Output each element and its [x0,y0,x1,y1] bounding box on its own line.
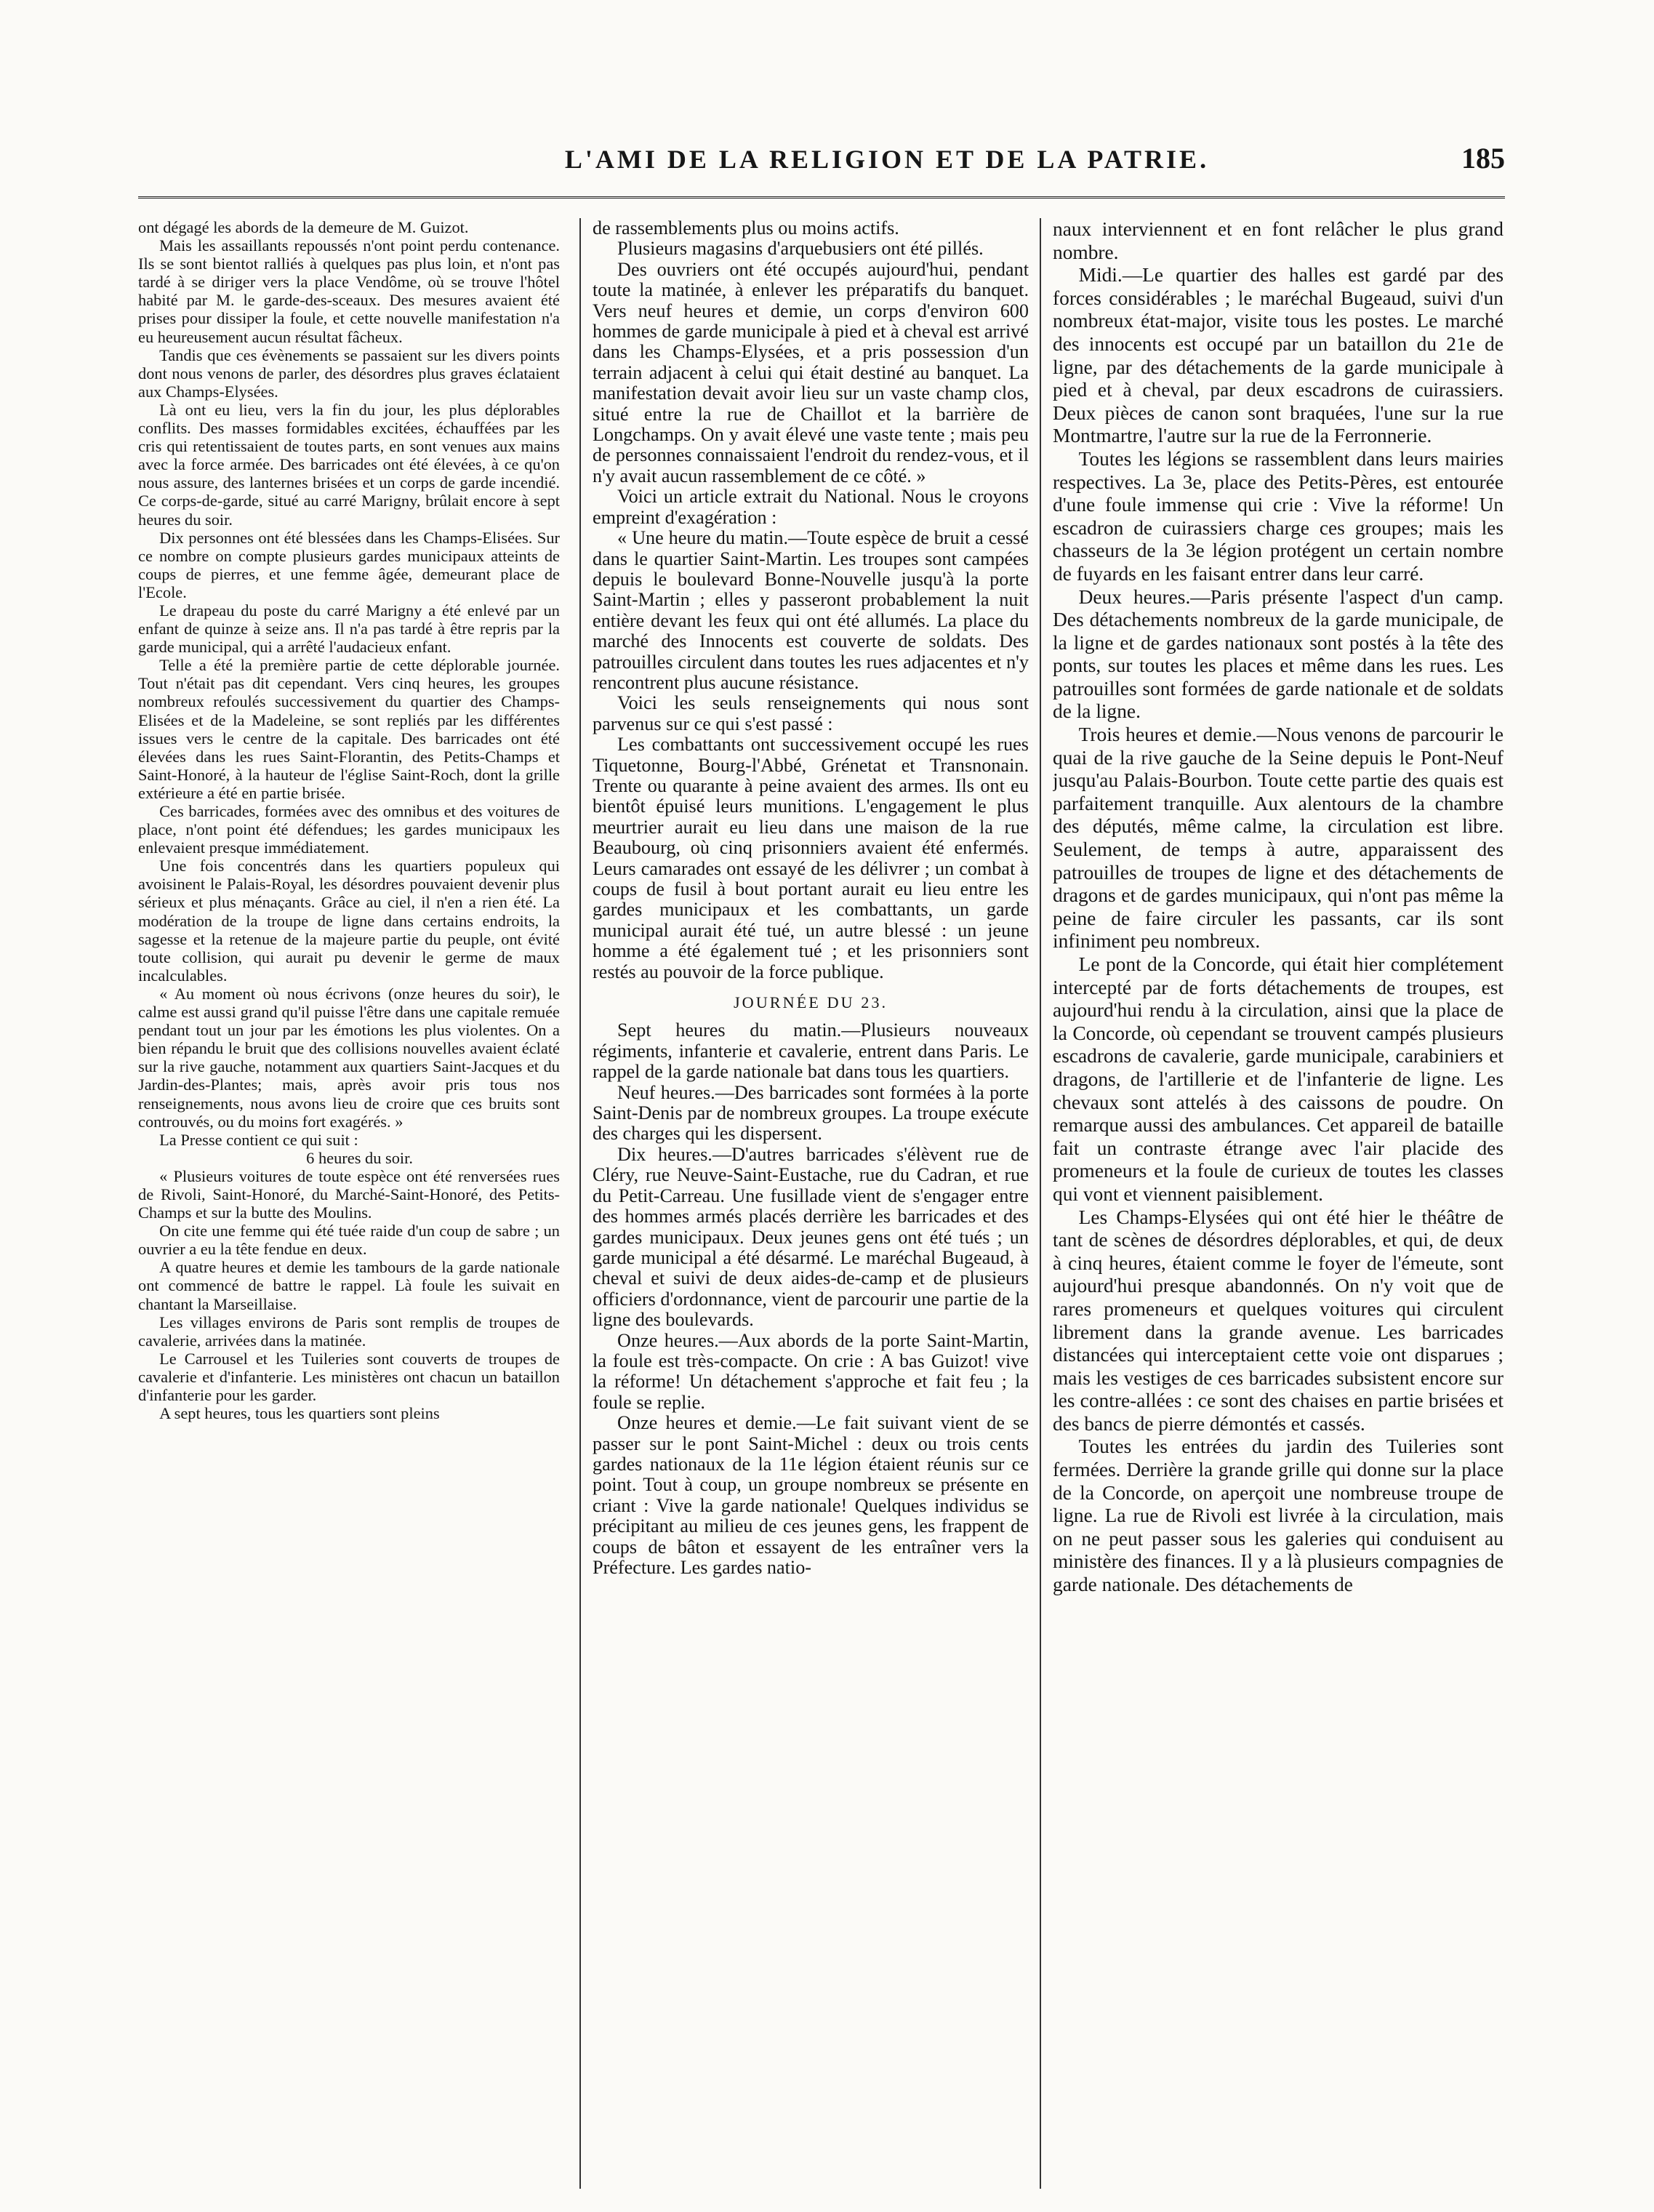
text-column-middle [593,218,1029,2196]
column-divider [579,218,581,2189]
paragraph: Une fois concentrés dans les quartiers populeux qui avoisinent le Palais-Royal, les désordres pouvaient devenir plus sérieux et plus ménaçants. Grâce au ciel, il n'en a rien été. La modération de la troupe de ligne dans certains endroits, la sagesse et la retenue de la majeure partie du peuple, ont évité toute collision, qui aurait pu devenir le germe de maux incalculables. [138,857,560,985]
paragraph: « Une heure du matin.—Toute espèce de bruit a cessé dans le quartier Saint-Martin. Les troupes sont campées depuis le boulevard Bonne-Nouvelle jusqu'à la porte Saint-Martin ; elles y passeront probablement la nuit entière devant les feux qui ont été allumés. La place du marché des Innocents est couverte de soldats. Des patrouilles circulent dans toutes les rues adjacentes et n'y rencontrent plus aucune résistance. [593,527,1029,693]
paragraph: A sept heures, tous les quartiers sont pleins [159,1404,440,1423]
paragraph: Dix personnes ont été blessées dans les Champs-Elisées. Sur ce nombre on compte plusieurs gardes municipaux atteints de coups de pierres, et une femme âgée, demeurant place de l'Ecole. [138,528,560,601]
column-divider [1040,218,1041,2189]
paragraph: « Plusieurs voitures de toute espèce ont été renversées rues de Rivoli, Saint-Honoré, du Marché-Saint-Honoré, des Petits-Champs et sur la butte des Moulins. [138,1166,560,1222]
paragraph: Des ouvriers ont été occupés aujourd'hui, pendant toute la matinée, à enlever les préparatifs du banquet. Vers neuf heures et demie, un corps d'environ 600 hommes de garde municipale à pied et à cheval est arrivé dans les Champs-Elysées, et a pris possession d'un terrain adjacent à celui qui était destiné au banquet. La manifestation devait avoir lieu sur un vaste champ clos, situé entre la rue de Chaillot et la barrière de Longchamps. On y avait élevé une vaste tente ; mais peu de personnes connaissaient l'endroit du rendez-vous, et il n'y avait aucun rassemblement de ce côté. » [593,258,1029,486]
paragraph: Toutes les entrées du jardin des Tuileries sont fermées. Derrière la grande grille qui donne sur la place de la Concorde, on aperçoit une nombreuse troupe de ligne. La rue de Rivoli est livrée à la circulation, mais on ne peut passer sous les galeries qui conduisent au ministère des finances. Il y a là plusieurs compagnies de garde nationale. Des détachements de [1053,1435,1504,1596]
paragraph: Onze heures.—Aux abords de la porte Saint-Martin, la foule est très-compacte. On crie : A bas Guizot! vive la réforme! Un détachement s'approche et fait feu ; la foule se replie. [593,1329,1029,1413]
paragraph: Telle a été la première partie de cette déplorable journée. Tout n'était pas dit cependant. Vers cinq heures, les groupes nombreux refoulés successivement du quartier des Champs-Elisées et de la Madeleine, se sont repliés par les différentes issues vers le centre de la capitale. Des barricades ont été élevées dans les rues Saint-Florantin, des Petits-Champs et Saint-Honoré, à la hauteur de l'église Saint-Roch, dont la grille extérieure a été en partie brisée. [138,656,560,802]
paragraph: Le Carrousel et les Tuileries sont couverts de troupes de cavalerie et d'infanterie. Les ministères ont chacun un bataillon d'infanterie pour les garder. [138,1349,560,1404]
page-number: 185 [1461,142,1505,175]
paragraph: On cite une femme qui été tuée raide d'un coup de sabre ; un ouvrier a eu la tête fendue en deux. [138,1222,560,1259]
paragraph: de rassemblements plus ou moins actifs. [593,218,899,239]
running-title: L'AMI DE LA RELIGION ET DE LA PATRIE. [564,145,1210,174]
paragraph: La Presse contient ce qui suit : [159,1130,358,1149]
time-heading: 6 heures du soir. [306,1148,413,1167]
paragraph: Dix heures.—D'autres barricades s'élèvent rue de Cléry, rue Neuve-Saint-Eustache, rue du Cadran, et rue du Petit-Carreau. Une fusillade vient de s'engager entre des hommes armés placés derrière les barricades et des gardes municipaux. Deux jeunes gens ont été tués ; un garde municipal a été désarmé. Le maréchal Bugeaud, à cheval et suivi de deux aides-de-camp et de plusieurs officiers d'ordonnance, vient de parcourir une partie de la ligne des boulevards. [593,1143,1029,1331]
paragraph: Voici un article extrait du National. Nous le croyons empreint d'exagération : [593,486,1029,528]
paragraph: Mais les assaillants repoussés n'ont point perdu contenance. Ils se sont bientot ralliés à quelques pas plus loin, et n'ont pas tardé à se diriger vers la place Vendôme, où se trouve l'hôtel habité par M. le garde-des-sceaux. Des mesures avaient été prises pour dissiper la foule, et cette nouvelle manifestation n'a eu heureusement aucun résultat fâcheux. [138,236,560,346]
paragraph: Voici les seuls renseignements qui nous sont parvenus sur ce qui s'est passé : [593,692,1029,734]
paragraph: Plusieurs magasins d'arquebusiers ont été pillés. [617,238,984,260]
text-column-left [138,218,560,2196]
paragraph: Onze heures et demie.—Le fait suivant vient de se passer sur le pont Saint-Michel : deux ou trois cents gardes nationaux de la 11e légion étaient réunis sur ce point. Tout à coup, un groupe nombreux se présente en criant : Vive la garde nationale! Quelques individus se précipitant au milieu de ces jeunes gens, les frappent de coups de bâton et essayent de les entraîner vers la Préfecture. Les gardes natio- [593,1412,1029,1578]
paragraph: Tandis que ces évènements se passaient sur les divers points dont nous venons de parler, des désordres plus graves éclataient aux Champs-Elysées. [138,345,560,401]
paragraph: Le drapeau du poste du carré Marigny a été enlevé par un enfant de quinze à seize ans. Il n'a pas tardé à être repris par la garde municipal, qui a arrêté l'audacieux enfant. [138,601,560,657]
paragraph: Trois heures et demie.—Nous venons de parcourir le quai de la rive gauche de la Seine depuis le Pont-Neuf jusqu'au Palais-Bourbon. Toute cette partie des quais est parfaitement tranquille. Aux alentours de la chambre des députés, même calme, la circulation est libre. Seulement, de temps à autre, apparaissent des patrouilles de troupes de ligne et des détachements de dragons et de gardes municipaux, qui n'ont pas même la peine de faire circuler les passants, car ils sont infiniment peu nombreux. [1053,724,1504,953]
paragraph: Midi.—Le quartier des halles est gardé par des forces considérables ; le maréchal Bugeaud, suivi d'un nombreux état-major, visite tous les postes. Le marché des innocents est occupé par un bataillon du 21e de ligne, par des détachements de la garde municipale à pied et à cheval, par deux escadrons de cuirassiers. Deux pièces de canon sont braquées, l'une sur la rue Montmartre, l'autre sur la rue de la Ferronnerie. [1053,264,1504,447]
paragraph: Là ont eu lieu, vers la fin du jour, les plus déplorables conflits. Des masses formidables excitées, échauffées par les cris qui retentissaient de toutes parts, en sont venues aux mains avec la force armée. Des barricades ont été élevées, à ce qu'on nous assure, des lanternes brisées et un corps de garde incendié. Ce corps-de-garde, situé au carré Marigny, brûlait encore à sept heures du soir. [138,400,560,529]
paragraph: Ces barricades, formées avec des omnibus et des voitures de place, n'ont point été défendues; les gardes municipaux les enlevaient presque immédiatement. [138,802,560,857]
section-heading: JOURNÉE DU 23. [733,993,888,1012]
paragraph: Deux heures.—Paris présente l'aspect d'un camp. Des détachements nombreux de la garde municipale, de la ligne et de gardes nationaux sont postés à la tête des ponts, sur toutes les places et même dans les rues. Les patrouilles sont formées de garde nationale et de soldats de la ligne. [1053,585,1504,723]
paragraph: A quatre heures et demie les tambours de la garde nationale ont commencé de battre le rappel. Là foule les suivait en chantant la Marseillaise. [138,1258,560,1313]
paragraph: Toutes les légions se rassemblent dans leurs mairies respectives. La 3e, place des Petits-Pères, est entourée d'une foule immense qui crie : Vive la réforme! Un escadron de cuirassiers charge ces groupes; mais les chasseurs de la 3e légion protégent un certain nombre de fuyards en les faisant entrer dans leur carré. [1053,447,1504,585]
paragraph: « Au moment où nous écrivons (onze heures du soir), le calme est aussi grand qu'il puisse l'être dans une capitale remuée pendant tout un jour par les émotions les plus violentes. On a bien répandu le bruit que des collisions nouvelles avaient éclaté sur la rive gauche, notamment aux quartiers Saint-Jacques et du Jardin-des-Plantes; mais, après avoir pris tous nos renseignements, nous avons lieu de croire que ces bruits sont controuvés, ou du moins fort exagérés. » [138,984,560,1131]
paragraph: Neuf heures.—Des barricades sont formées à la porte Saint-Denis par de nombreux groupes. La troupe exécute des charges qui les dispersent. [593,1081,1029,1145]
paragraph: naux interviennent et en font relâcher le plus grand nombre. [1053,218,1504,263]
paragraph: Le pont de la Concorde, qui était hier complétement intercepté par de forts détachements de troupes, est aujourd'hui rendu à la circulation, ainsi que la place de la Concorde, où cependant se trouvent campés plusieurs escadrons de cavalerie, garde municipale, carabiniers et dragons, de l'artillerie et de l'infanterie de ligne. Les chevaux sont attelés à des caissons de poudre. On remarque aussi des ambulances. Cet appareil de bataille fait un contraste étrange avec l'air placide des promeneurs et la foule de curieux de toutes les classes qui vont et viennent paisiblement. [1053,953,1504,1205]
text-column-right [1053,218,1504,2196]
paragraph: Sept heures du matin.—Plusieurs nouveaux régiments, infanterie et cavalerie, entrent dans Paris. Le rappel de la garde nationale bat dans tous les quartiers. [593,1019,1029,1083]
paragraph: ont dégagé les abords de la demeure de M. Guizot. [138,218,469,236]
header-rule [138,196,1505,201]
paragraph: Les Champs-Elysées qui ont été hier le théâtre de tant de scènes de désordres déplorables, et qui, de deux à cinq heures, étaient comme le foyer de l'émeute, sont aujourd'hui presque abandonnés. On n'y voit que de rares promeneurs et quelques voitures qui circulent librement dans la grande avenue. Les barricades distancées qui interceptaient cette voie ont disparues ; mais les vestiges de ces barricades subsistent encore sur les contre-allées : ce sont des chaises en partie brisées et des bancs de pierre démontés et cassés. [1053,1206,1504,1435]
paragraph: Les combattants ont successivement occupé les rues Tiquetonne, Bourg-l'Abbé, Grénetat et Transnonain. Trente ou quarante à peine avaient des armes. Ils ont eu bientôt épuisé leurs munitions. L'engagement le plus meurtrier aurait eu lieu dans une maison de la rue Beaubourg, où cinq prisonniers avaient été enfermés. Leurs camarades ont essayé de les délivrer ; un combat à coups de fusil à bout portant aurait eu lieu entre les gardes municipaux et les combattants, un garde municipal aurait été tué, un autre blessé : un jeune homme a été également tué ; et les prisonniers sont restés au pouvoir de la force publique. [593,734,1029,982]
page-header [138,144,1505,188]
paragraph: Les villages environs de Paris sont remplis de troupes de cavalerie, arrivées dans la matinée. [138,1313,560,1350]
